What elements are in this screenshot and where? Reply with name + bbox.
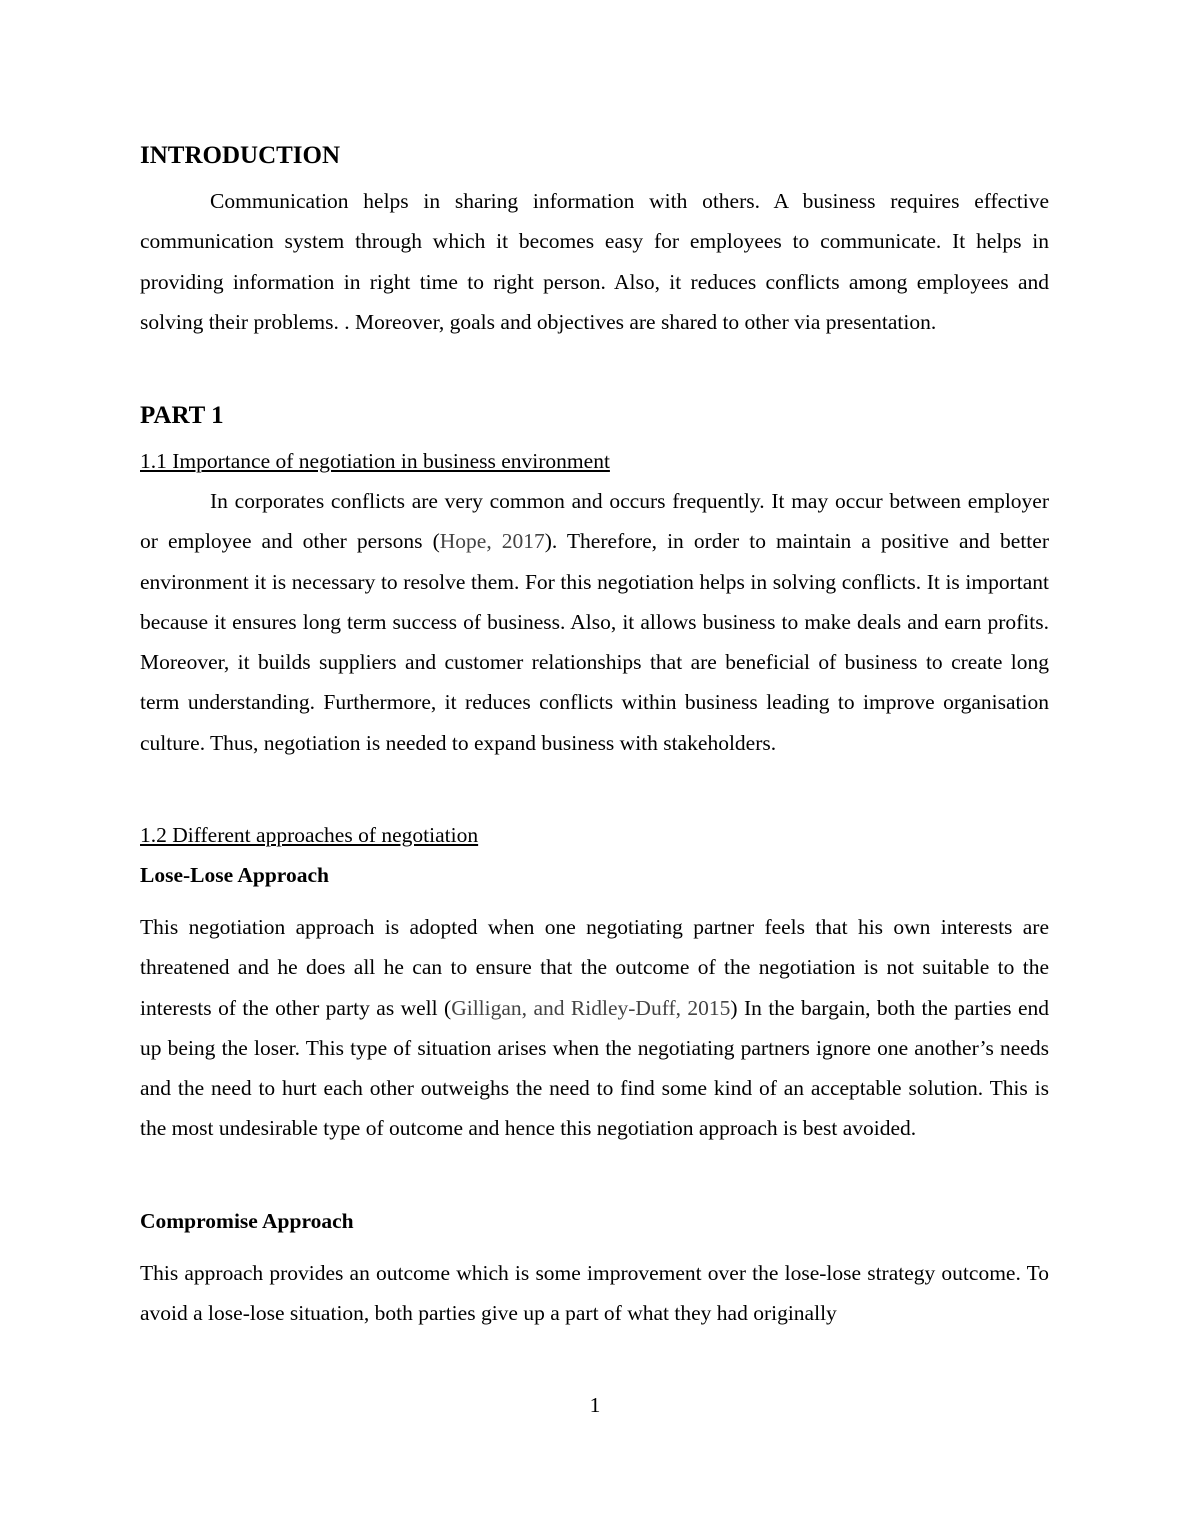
compromise-paragraph: This approach provides an outcome which is some improvement over the lose-lose strategy outcome. To avoid a lose-lose situation, both parties give up a part of what they had originally xyxy=(140,1261,1049,1326)
citation-gilligan-2015: Gilligan, and Ridley-Duff, 2015 xyxy=(451,995,731,1020)
part1-heading: PART 1 xyxy=(140,402,224,429)
introduction-heading: INTRODUCTION xyxy=(140,142,341,169)
section-1-1-paragraph xyxy=(140,481,1049,763)
compromise-heading: Compromise Approach xyxy=(140,1209,354,1233)
lose-lose-text-b: ) In the bargain, both the parties end up being the loser. This type of situation arises when the negotiating partners ignore one another’s needs and the need to hurt each other outweighs the need to find some kind of an acceptable solution. This is the most undesirable type of outcome and hence this negotiation approach is best avoided. xyxy=(140,995,1049,1141)
lose-lose-paragraph xyxy=(140,907,1049,1149)
introduction-paragraph: Communication helps in sharing information with others. A business requires effective communication system through which it becomes easy for employees to communicate. It helps in providing information in right time to right person. Also, it reduces conflicts among employees and solving their problems. . Moreover, goals and objectives are shared to other via presentation. xyxy=(140,189,1049,334)
section-1-1-title: 1.1 Importance of negotiation in business environment xyxy=(140,449,610,473)
citation-hope-2017: Hope, 2017 xyxy=(439,529,545,554)
lose-lose-text-a: This negotiation approach is adopted when one negotiating partner feels that his own interests are threatened and he does all he can to ensure that the outcome of the negotiation is not suitable to the interests of the other party as well ( xyxy=(140,915,1049,1020)
lose-lose-heading: Lose-Lose Approach xyxy=(140,863,329,887)
page-number: 1 xyxy=(589,1393,601,1417)
section-1-1-text-a: In corporates conflicts are very common and occurs frequently. It may occur between employer or employee and other persons ( xyxy=(140,489,1049,554)
section-1-2-title: 1.2 Different approaches of negotiation xyxy=(140,823,479,847)
section-1-1-text-b: ). Therefore, in order to maintain a positive and better environment it is necessary to resolve them. For this negotiation helps in solving conflicts. It is important because it ensures long term success of business. Also, it allows business to make deals and earn profits. Moreover, it builds suppliers and customer relationships that are beneficial of business to create long term understanding. Furthermore, it reduces conflicts within business leading to improve organisation culture. Thus, negotiation is needed to expand business with stakeholders. xyxy=(140,529,1049,755)
